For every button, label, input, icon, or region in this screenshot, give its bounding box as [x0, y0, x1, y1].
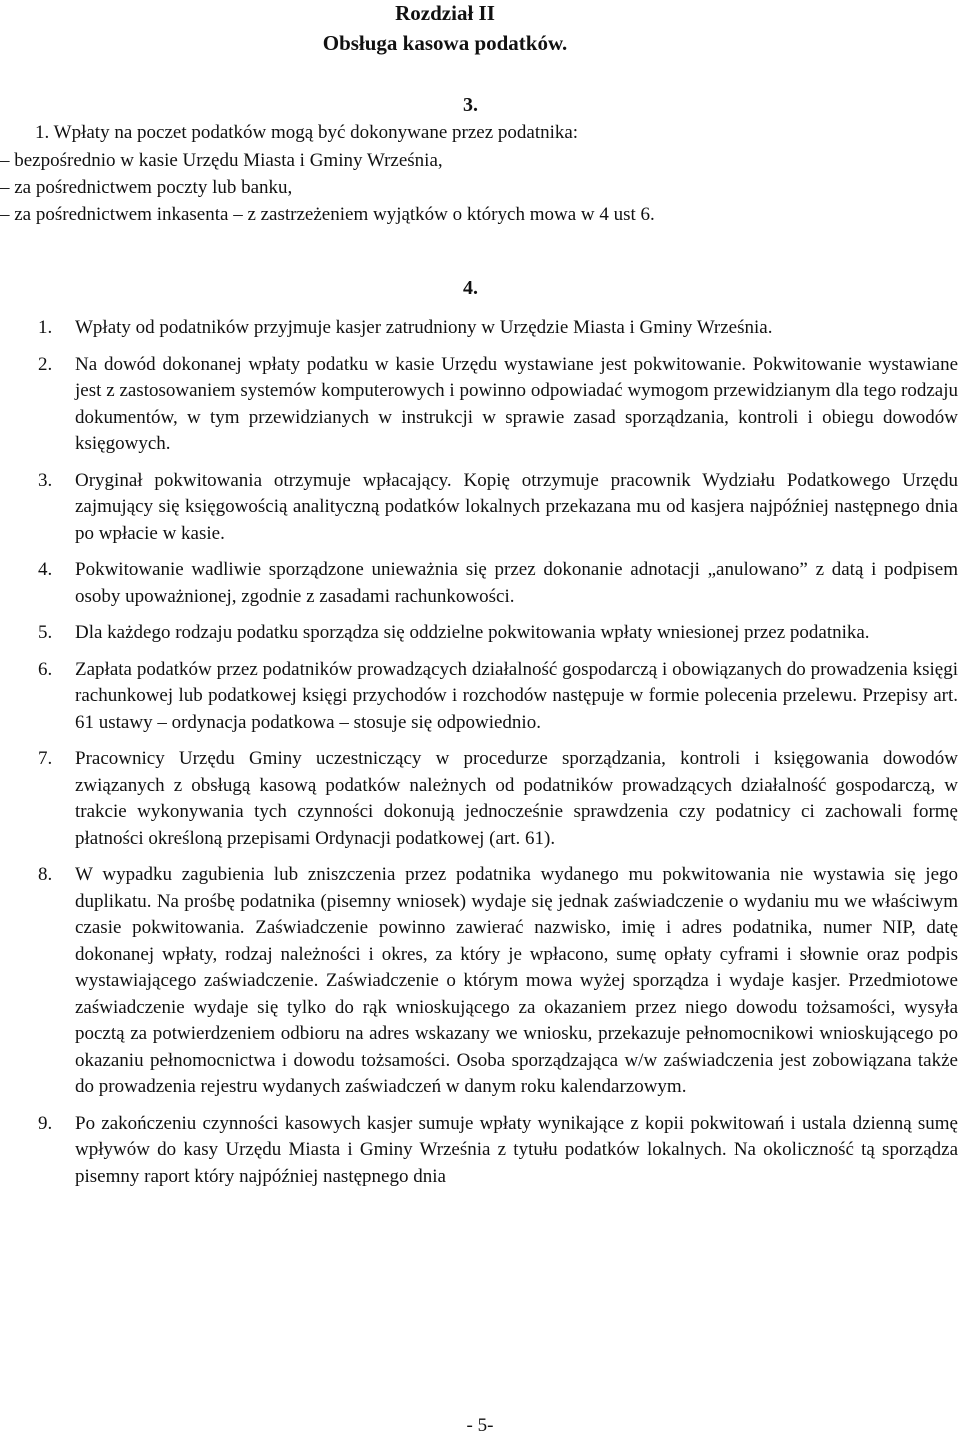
- list-item: [38, 620, 958, 647]
- item-text: W wypadku zagubienia lub zniszczenia przez podatnika wydanego mu pokwitowania nie wystawia się jego duplikatu. Na prośbę podatnika (pisemny wniosek) wydaje się jednak zaświadczenie o wydaniu mu we właściwym czasie pokwitowania. Zaświadczenie powinno zawierać nazwisko, imię i adres podatnika, numer NIP, datę dokonanej wpłaty, rodzaj należności i okres, za który je wpłacono, sumę opłaty cyframi i słownie oraz podpis wystawiającego zaświadczenie. Zaświadczenie o którym mowa wyżej sporządza i wydaje kasjer. Przedmiotowe zaświadczenie wydaje się tylko do rąk wnioskującego za okazaniem przez niego dowodu tożsamości, wysyła pocztą za potwierdzeniem odbioru na adres wskazany we wniosku, przekazuje pełnomocnikowi wnioskującego po okazaniu pełnomocnictwa i dowodu tożsamości. Osoba sporządzająca w/w zaświadczenia jest zobowiązana także do prowadzenia rejestru wydanych zaświadczeń w danym roku kalendarzowym.: [75, 864, 958, 1097]
- chapter-title: Rozdział II: [395, 1, 495, 25]
- list-item: [38, 657, 958, 737]
- dash-item-3: – za pośrednictwem inkasenta – z zastrzeżeniem wyjątków o których mowa w 4 ust 6.: [0, 204, 655, 225]
- item-number: 9.: [38, 1112, 53, 1134]
- item-number: 7.: [38, 748, 53, 769]
- list-item: [38, 315, 958, 342]
- item-number: 6.: [38, 658, 53, 680]
- item-text: Po zakończeniu czynności kasowych kasjer sumuje wpłaty wynikające z kopii pokwitowań i ustala dzienną sumę wpływów do kasy Urzędu Miasta i Gminy Września z tytułu podatków lokalnych. Na okoliczność tą sporządza pisemny raport który najpóźniej następnego dnia: [75, 1112, 958, 1187]
- list-item: [38, 557, 958, 610]
- list-item: [38, 746, 958, 852]
- section-4-heading: 4.: [463, 277, 478, 299]
- page-number: - 5-: [466, 1415, 494, 1436]
- item-text: Oryginał pokwitowania otrzymuje wpłacający. Kopię otrzymuje pracownik Wydziału Podatkowego Urzędu zajmujący się księgowością analityczną podatków lokalnych przekazana mu od kasjera najpóźniej następnego dnia po wpłacie w kasie.: [75, 469, 958, 544]
- list-item: [38, 1111, 958, 1191]
- item-text: Pracownicy Urzędu Gminy uczestniczący w procedurze sporządzania, kontroli i księgowania dowodów związanych z obsługą kasową podatków należnych od podatników prowadzących działalność gospodarczą, w trakcie wykonywania tych czynności dokonują jednocześnie sprawdzenia czy podatnicy ci zachowali formę płatności określoną przepisami Ordynacji podatkowej (art. 61).: [75, 748, 958, 849]
- item-number: 1.: [38, 317, 53, 338]
- item-text: Dla każdego rodzaju podatku sporządza się oddzielne pokwitowania wpłaty wniesionej przez podatnika.: [75, 622, 870, 643]
- chapter-subtitle: Obsługa kasowa podatków.: [322, 31, 568, 55]
- item-number: 3.: [38, 469, 53, 491]
- list-item: [38, 862, 958, 1101]
- item-number: 4.: [38, 559, 53, 580]
- section-3-heading: 3.: [463, 94, 478, 116]
- item-text: Pokwitowanie wadliwie sporządzone unieważnia się przez dokonanie adnotacji „anulowano” z datą i podpisem osoby upoważnionej, zgodnie z zasadami rachunkowości.: [75, 559, 958, 607]
- item-number: 2.: [38, 353, 53, 375]
- section-4-list: [38, 315, 958, 1200]
- section-3-intro: 1. Wpłaty na poczet podatków mogą być dokonywane przez podatnika:: [35, 122, 579, 143]
- item-number: 8.: [38, 864, 53, 885]
- dash-item-1: – bezpośrednio w kasie Urzędu Miasta i Gminy Września,: [0, 150, 443, 171]
- list-item: [38, 468, 958, 548]
- list-item: [38, 352, 958, 458]
- item-text: Zapłata podatków przez podatników prowadzących działalność gospodarczą i obowiązanych do prowadzenia księgi rachunkowej lub podatkowej księgi przychodów i rozchodów następuje w formie polecenia przelewu. Przepisy art. 61 ustawy – ordynacja podatkowa – stosuje się odpowiednio.: [75, 658, 958, 733]
- item-text: Wpłaty od podatników przyjmuje kasjer zatrudniony w Urzędzie Miasta i Gminy Września.: [75, 317, 773, 338]
- item-text: Na dowód dokonanej wpłaty podatku w kasie Urzędu wystawiane jest pokwitowanie. Pokwitowanie wystawiane jest z zastosowaniem systemów komputerowych i powinno odpowiadać wymogom przewidzianym dla tego rodzaju dokumentów, w tym przewidzianych w instrukcji w sprawie zasad sporządzania, kontroli i obiegu dowodów księgowych.: [75, 353, 958, 454]
- dash-item-2: – za pośrednictwem poczty lub banku,: [0, 177, 293, 198]
- item-number: 5.: [38, 622, 53, 643]
